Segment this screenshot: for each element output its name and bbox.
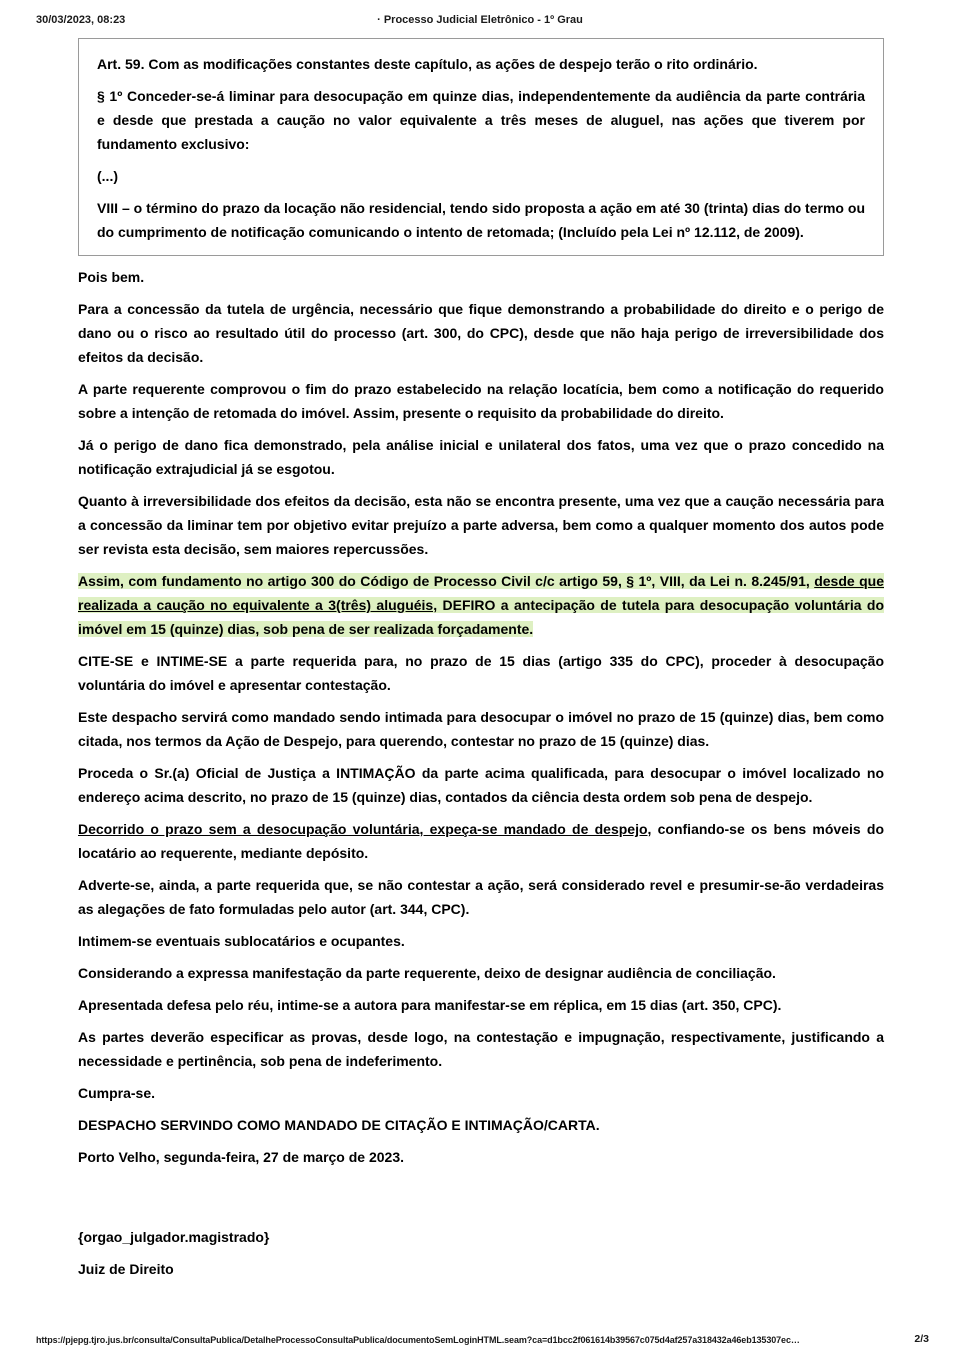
paragraph xyxy=(97,52,865,76)
statute-quote-box xyxy=(78,38,884,256)
signature-magistrate: {orgao_julgador.magistrado} xyxy=(78,1229,270,1245)
signature-block xyxy=(78,1225,884,1281)
paragraph xyxy=(97,164,865,188)
paragraph xyxy=(78,569,884,641)
document-content xyxy=(78,38,884,1289)
paragraph xyxy=(78,1025,884,1073)
text-run: Proceda o Sr.(a) Oficial de Justiça a INTIMAÇÃO da parte acima qualificada, para desocupar o imóvel localizado no endereço acima descrito, no prazo de 15 (quinze) dias, contados da ciência desta ordem sob pena de despejo. xyxy=(78,765,884,805)
text-run: Cumpra-se. xyxy=(78,1085,156,1101)
text-run: As partes deverão especificar as provas, desde logo, na contestação e impugnação, respectivamente, justificando a necessidade e pertinência, sob pena de indeferimento. xyxy=(78,1029,884,1069)
paragraph xyxy=(78,929,884,953)
document-title: · Processo Judicial Eletrônico - 1º Grau xyxy=(377,14,583,26)
text-run: DESPACHO SERVINDO COMO MANDADO DE CITAÇÃO E INTIMAÇÃO/CARTA. xyxy=(78,1117,600,1133)
text-run: Intimem-se eventuais sublocatários e ocupantes. xyxy=(78,933,405,949)
signature-role: Juiz de Direito xyxy=(78,1261,174,1277)
highlighted-text: Assim, com fundamento no artigo 300 do Código de Processo Civil c/c artigo 59, § 1º, VIII, da Lei n. 8.245/91, xyxy=(78,573,815,589)
text-run: A parte requerente comprovou o fim do prazo estabelecido na relação locatícia, bem como a notificação do requerido sobre a intenção de retomada do imóvel. Assim, presente o requisito da probabilidade do direito. xyxy=(78,381,884,421)
paragraph xyxy=(78,1113,884,1137)
paragraph xyxy=(78,1145,884,1169)
paragraph xyxy=(78,705,884,753)
text-run: Porto Velho, segunda-feira, 27 de março de 2023. xyxy=(78,1149,405,1165)
paragraph xyxy=(78,993,884,1017)
paragraph xyxy=(78,649,884,697)
text-run: confiando-se os bens móveis do locatário ao requerente, mediante depósito. xyxy=(78,821,885,861)
text-run: (...) xyxy=(97,168,118,184)
text-run: Este despacho servirá como mandado sendo intimada para desocupar o imóvel no prazo de 15 (quinze) dias, bem como citada, nos termos da Ação de Despejo, para querendo, contestar no prazo de 15 (quinze) dias. xyxy=(78,709,884,749)
underlined-text: Decorrido o prazo sem a desocupação voluntária, expeça-se mandado de despejo, xyxy=(78,821,652,837)
paragraph xyxy=(78,961,884,985)
paragraph xyxy=(78,817,884,865)
text-run: Já o perigo de dano fica demonstrado, pela análise inicial e unilateral dos fatos, uma vez que o prazo concedido na notificação extrajudicial já se esgotou. xyxy=(78,437,884,477)
text-run: Art. 59. Com as modificações constantes deste capítulo, as ações de despejo terão o rito ordinário. xyxy=(97,56,758,72)
source-url: https://pjepg.tjro.jus.br/consulta/ConsultaPublica/DetalheProcessoConsultaPublica/documentoSemLoginHTML.seam?ca=d1bcc2f061614b39567c075d4af257a318432a46eb135307ec… xyxy=(36,1335,800,1345)
body-paragraphs xyxy=(78,265,884,1169)
paragraph xyxy=(78,433,884,481)
text-run: Apresentada defesa pelo réu, intime-se a autora para manifestar-se em réplica, em 15 dias (art. 350, CPC). xyxy=(78,997,782,1013)
text-run: Pois bem. xyxy=(78,269,145,285)
text-run: Adverte-se, ainda, a parte requerida que, se não contestar a ação, será considerado revel e presumir-se-ão verdadeiras as alegações de fato formuladas pelo autor (art. 344, CPC). xyxy=(78,877,884,917)
paragraph xyxy=(97,196,865,244)
text-run: VIII – o término do prazo da locação não residencial, tendo sido proposta a ação em até 30 (trinta) dias do termo ou do cumprimento de notificação comunicando o intento de retomada; (Incluído pela Lei nº 12.112, de 2009). xyxy=(97,200,865,240)
print-footer xyxy=(0,1333,960,1347)
paragraph xyxy=(78,489,884,561)
paragraph xyxy=(78,761,884,809)
paragraph xyxy=(78,873,884,921)
text-run: Quanto à irreversibilidade dos efeitos da decisão, esta não se encontra presente, uma vez que a caução necessária para a concessão da liminar tem por objetivo evitar prejuízo a parte adversa, bem como a qualquer momento dos autos pode ser revista esta decisão, sem maiores repercussões. xyxy=(78,493,884,557)
print-header xyxy=(0,14,960,30)
underlined-text: desde que realizada a caução no equivalente a 3(três) aluguéis, xyxy=(78,573,884,613)
text-run: Considerando a expressa manifestação da parte requerente, deixo de designar audiência de conciliação. xyxy=(78,965,776,981)
paragraph xyxy=(97,84,865,156)
text-run: CITE-SE e INTIME-SE a parte requerida para, no prazo de 15 dias (artigo 335 do CPC), proceder à desocupação voluntária do imóvel e apresentar contestação. xyxy=(78,653,884,693)
paragraph xyxy=(78,1081,884,1105)
paragraph xyxy=(78,265,884,289)
paragraph xyxy=(78,297,884,369)
text-run: Para a concessão da tutela de urgência, necessário que fique demonstrando a probabilidade do direito e o perigo de dano ou o risco ao resultado útil do processo (art. 300, do CPC), desde que não haja perigo de irreversibilidade dos efeitos da decisão. xyxy=(78,301,884,365)
highlighted-text: DEFIRO a antecipação de tutela para desocupação voluntária do imóvel em 15 (quinze) dias, sob pena de ser realizada forçadamente. xyxy=(78,597,885,637)
page-indicator: 2/3 xyxy=(914,1333,929,1345)
paragraph xyxy=(78,377,884,425)
print-datetime: 30/03/2023, 08:23 xyxy=(36,14,126,26)
text-run: § 1º Conceder-se-á liminar para desocupação em quinze dias, independentemente da audiência da parte contrária e desde que prestada a caução no valor equivalente a três meses de aluguel, nas ações que tiverem por fundamento exclusivo: xyxy=(97,88,865,152)
